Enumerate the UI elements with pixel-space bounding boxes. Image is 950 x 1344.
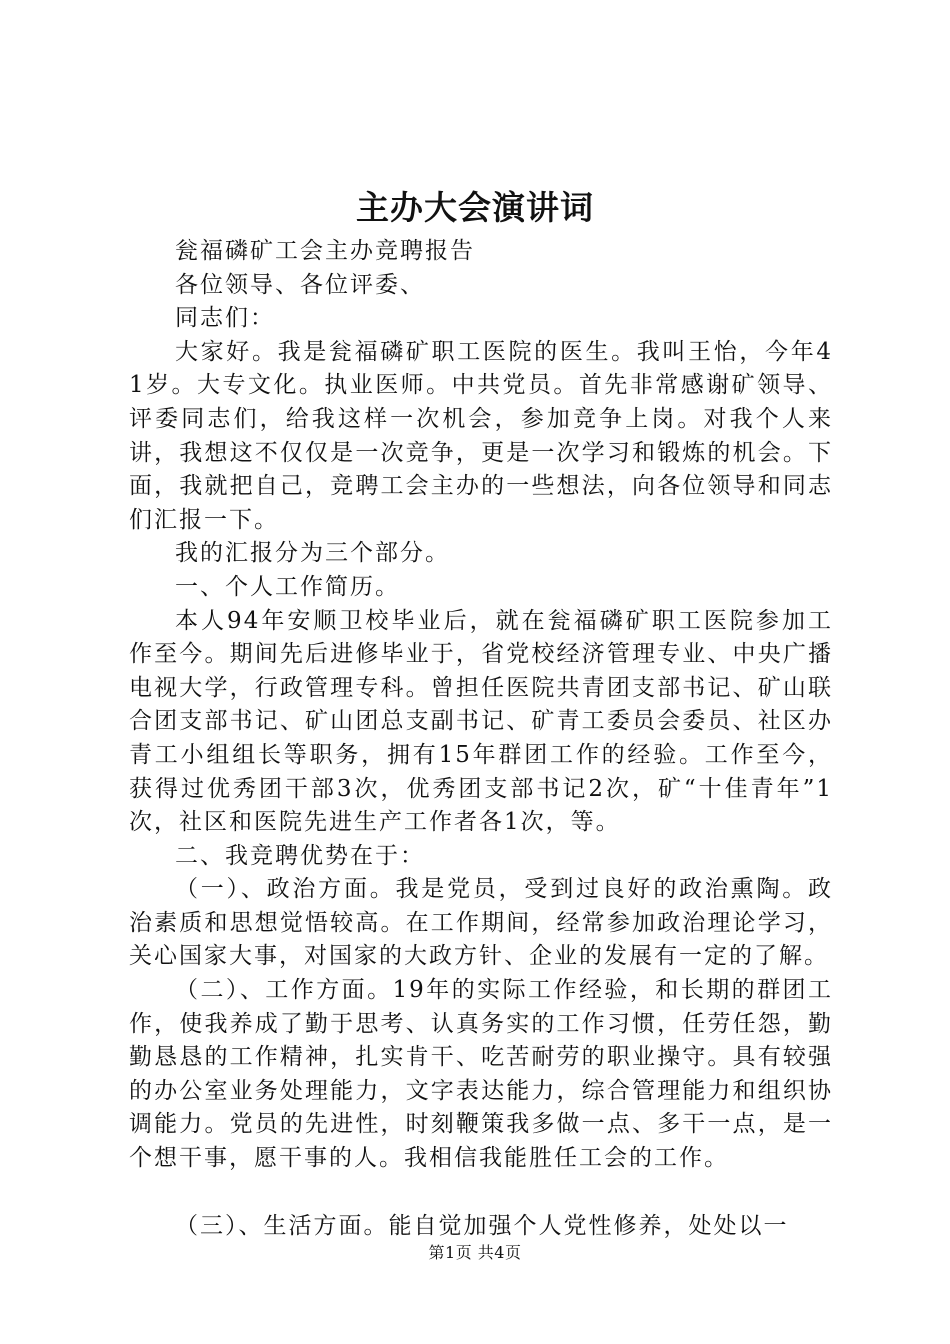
page-footer: 第1页 共4页: [428, 1243, 522, 1262]
paragraph-work: （二）、工作方面。19年的实际工作经验，和长期的群团工作，使我养成了勤于思考、认真务实的工作习惯，任劳任怨，勤勤恳恳的工作精神，扎实肯干、吃苦耐劳的职业操守。具有较强的办公室业务处理能力，文字表达能力，综合管理能力和组织协调能力。党员的先进性，时刻鞭策我多做一点、多干一点，是一个想干事，愿干事的人。我相信我能胜任工会的工作。: [129, 977, 833, 1172]
paragraph-heading: 瓮福磷矿工会主办竞聘报告: [175, 238, 475, 264]
paragraph-introduction: 大家好。我是瓮福磷矿职工医院的医生。我叫王怡，今年41岁。大专文化。执业医师。中共党员。首先非常感谢矿领导、评委同志们，给我这样一次机会，参加竞争上岗。对我个人来讲，我想这不仅仅是一次竞争，更是一次学习和锻炼的机会。下面，我就把自己，竞聘工会主办的一些想法，向各位领导和同志们汇报一下。: [129, 338, 833, 533]
document-title: 主办大会演讲词: [356, 188, 594, 227]
paragraph-political: （一）、政治方面。我是党员，受到过良好的政治熏陶。政治素质和思想觉悟较高。在工作期间，经常参加政治理论学习，关心国家大事，对国家的大政方针、企业的发展有一定的了解。: [129, 876, 833, 970]
document-body: [129, 235, 833, 1243]
paragraph-outline: 我的汇报分为三个部分。: [175, 540, 450, 567]
paragraph-life: （三）、生活方面。能自觉加强个人党性修养，处处以一: [175, 1212, 789, 1239]
paragraph-salutation-2: 同志们：: [175, 305, 275, 332]
section-heading-resume: 一、个人工作简历。: [175, 573, 400, 600]
paragraph-salutation-1: 各位领导、各位评委、: [175, 271, 425, 298]
section-heading-advantages: 二、我竞聘优势在于：: [175, 842, 425, 869]
paragraph-resume: 本人94年安顺卫校毕业后，就在瓮福磷矿职工医院参加工作至今。期间先后进修毕业于，省党校经济管理专业、中央广播电视大学，行政管理专科。曾担任医院共青团支部书记、矿山联合团支部书记、矿山团总支副书记、矿青工委员会委员、社区办青工小组组长等职务，拥有15年群团工作的经验。工作至今，获得过优秀团干部3次，优秀团支部书记2次，矿“十佳青年”1次，社区和医院先进生产工作者各1次，等。: [129, 607, 833, 836]
